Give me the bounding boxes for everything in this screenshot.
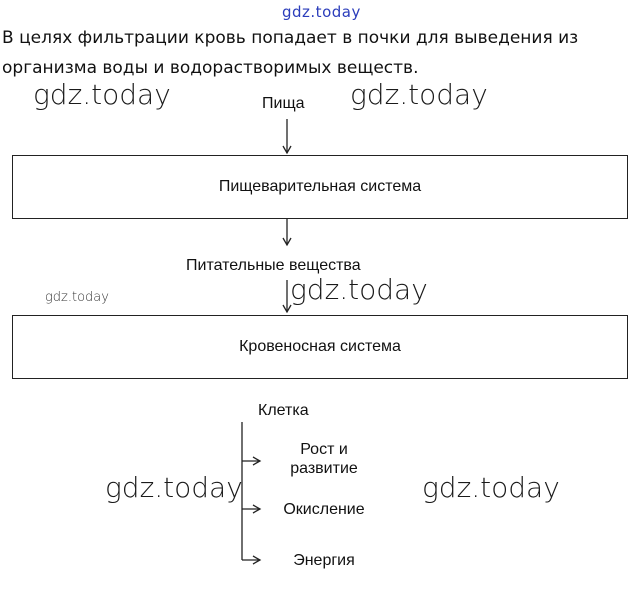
digestive-system-label: Пищеварительная система xyxy=(218,178,422,195)
growth-line-2: развитие xyxy=(290,460,358,477)
cell-label: Клетка xyxy=(258,402,309,419)
energy-branch-label: Энергия xyxy=(293,552,355,569)
oxidation-branch-label: Окисление xyxy=(283,501,365,518)
growth-branch-label xyxy=(276,440,372,478)
watermark-4: gdz.today xyxy=(290,273,428,306)
watermark-5: gdz.today xyxy=(105,471,243,504)
watermark-2: gdz.today xyxy=(350,78,488,111)
intro-paragraph: В целях фильтрации кровь попадает в почки для выведения из организма воды и водорастворимых веществ. xyxy=(2,28,579,78)
digestive-system-box xyxy=(12,155,628,219)
circulatory-system-box xyxy=(12,315,628,379)
watermark-1: gdz.today xyxy=(33,78,171,111)
site-watermark-top: gdz.today xyxy=(282,3,361,21)
food-label: Пища xyxy=(262,95,305,112)
circulatory-system-label: Кровеносная система xyxy=(239,338,401,355)
nutrients-label: Питательные вещества xyxy=(186,257,361,274)
watermark-6: gdz.today xyxy=(422,471,560,504)
watermark-3: gdz.today xyxy=(45,290,109,305)
growth-line-1: Рост и xyxy=(300,441,348,458)
